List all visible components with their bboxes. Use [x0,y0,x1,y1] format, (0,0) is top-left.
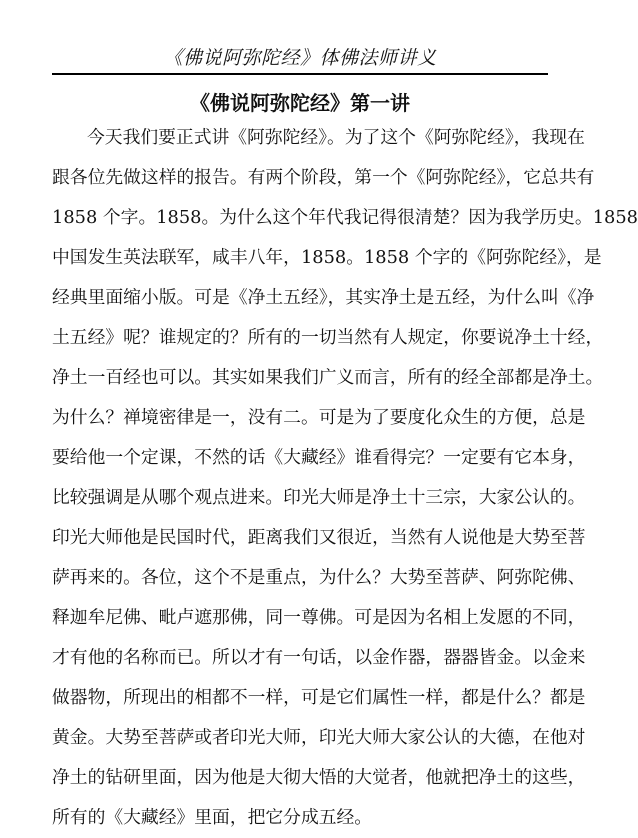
body-line: 要给他一个定课，不然的话《大藏经》谁看得完？一定要有它本身， [52,447,586,468]
body-line: 1858 个字。1858。为什么这个年代我记得很清楚？因为我学历史。1858 [52,207,638,228]
body-line: 中国发生英法联军，咸丰八年，1858。1858 个字的《阿弥陀经》，是 [52,247,602,268]
body-line: 所有的《大藏经》里面，把它分成五经。 [52,807,373,828]
lecture-title: 《佛说阿弥陀经》第一讲 [190,91,410,115]
body-text [52,118,638,838]
body-line: 释迦牟尼佛、毗卢遮那佛，同一尊佛。可是因为名相上发愿的不同， [52,607,586,628]
body-line: 经典里面缩小版。可是《净土五经》，其实净土是五经，为什么叫《净 [52,287,595,308]
body-line: 为什么？禅境密律是一，没有二。可是为了要度化众生的方便，总是 [52,407,586,428]
running-header: 《佛说阿弥陀经》体佛法师讲义 [163,47,437,69]
body-line: 净土的钻研里面，因为他是大彻大悟的大觉者，他就把净土的这些， [52,767,586,788]
body-line: 萨再来的。各位，这个不是重点，为什么？大势至菩萨、阿弥陀佛、 [52,567,586,588]
body-line: 今天我们要正式讲《阿弥陀经》。为了这个《阿弥陀经》，我现在 [87,127,585,148]
body-line: 跟各位先做这样的报告。有两个阶段，第一个《阿弥陀经》，它总共有 [52,167,595,188]
body-line: 印光大师他是民国时代，距离我们又很近，当然有人说他是大势至菩 [52,527,586,548]
body-line: 土五经》呢？谁规定的？所有的一切当然有人规定，你要说净土十经， [52,327,604,348]
body-line: 才有他的名称而已。所以才有一句话，以金作器，器器皆金。以金来 [52,647,586,668]
body-line: 黄金。大势至菩萨或者印光大师，印光大师大家公认的大德，在他对 [52,727,586,748]
header-rule [52,73,548,75]
body-line: 净土一百经也可以。其实如果我们广义而言，所有的经全部都是净土。 [52,367,604,388]
body-line: 比较强调是从哪个观点进来。印光大师是净土十三宗，大家公认的。 [52,487,586,508]
body-line: 做器物，所现出的相都不一样，可是它们属性一样，都是什么？都是 [52,687,586,708]
